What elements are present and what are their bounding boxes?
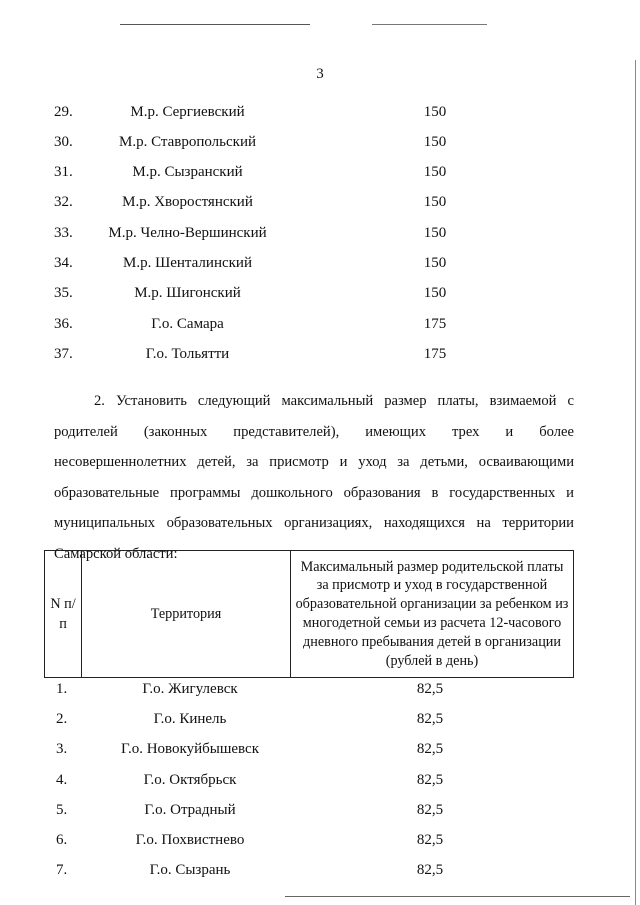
row-value: 150 [423,134,447,150]
row-territory: М.р. Сергиевский [130,104,245,120]
header-territory: Территория [82,551,291,678]
row-territory: Г.о. Отрадный [144,802,236,818]
row-value: 150 [423,194,447,210]
row-value: 82,5 [416,832,444,848]
bottom-rule [285,896,630,897]
row-value: 82,5 [416,711,444,727]
row-number: 31. [54,164,73,180]
top-rule-right [372,24,487,25]
header-number: N п/п [45,551,82,678]
table-row [0,711,640,733]
row-value: 150 [423,285,447,301]
row-number: 36. [54,316,73,332]
row-number: 2. [56,711,68,727]
list-row [0,164,640,186]
row-territory: М.р. Ставропольский [118,134,257,150]
row-territory: Г.о. Сызрань [149,862,231,878]
row-territory: Г.о. Самара [151,316,224,332]
row-territory: Г.о. Тольятти [145,346,230,362]
row-value: 82,5 [416,741,444,757]
list-row [0,255,640,277]
row-value: 150 [423,255,447,271]
row-number: 30. [54,134,73,150]
row-territory: Г.о. Октябрьск [143,772,237,788]
list-row [0,316,640,338]
row-number: 1. [56,681,68,697]
table-row [0,862,640,884]
table-row [0,802,640,824]
list-row [0,285,640,307]
table-row [0,681,640,703]
row-value: 175 [423,316,447,332]
row-number: 6. [56,832,68,848]
row-number: 37. [54,346,73,362]
row-number: 33. [54,225,73,241]
row-territory: М.р. Шигонский [134,285,241,301]
row-value: 82,5 [416,802,444,818]
row-number: 3. [56,741,68,757]
list-row [0,134,640,156]
row-number: 29. [54,104,73,120]
header-max-fee: Максимальный размер родительской платы за присмотр и уход в государственной образовательной организации за ребенком из многодетной семьи из расчета 12-часового дневного пребывания детей в организации (рублей в день) [291,551,574,678]
top-rule-left [120,24,310,25]
table-row [0,772,640,794]
row-value: 82,5 [416,681,444,697]
row-territory: Г.о. Новокуйбышевск [120,741,259,757]
row-territory: Г.о. Похвистнево [135,832,245,848]
row-value: 150 [423,225,447,241]
row-value: 150 [423,104,447,120]
fee-table-header [44,550,574,678]
list-row [0,104,640,126]
table-row [0,741,640,763]
row-number: 35. [54,285,73,301]
row-value: 175 [423,346,447,362]
row-value: 82,5 [416,772,444,788]
clause-2-paragraph: 2. Установить следующий максимальный размер платы, взимаемой с родителей (законных представителей), имеющих трех и более несовершеннолетних детей, за присмотр и уход за детьми, осваивающими образовательные программы дошкольного образования в государственных и муниципальных образовательных организациях, находящихся на территории Самарской области: [54,393,574,562]
row-territory: М.р. Хворостянский [122,194,253,210]
row-number: 5. [56,802,68,818]
row-territory: Г.о. Жигулевск [142,681,238,697]
list-row [0,225,640,247]
row-territory: М.р. Шенталинский [123,255,252,271]
row-territory: Г.о. Кинель [153,711,227,727]
row-number: 7. [56,862,68,878]
list-row [0,346,640,368]
list-row [0,194,640,216]
page-number: 3 [316,66,324,82]
table-row [0,832,640,854]
row-territory: М.р. Сызранский [132,164,243,180]
row-value: 82,5 [416,862,444,878]
row-number: 32. [54,194,73,210]
row-territory: М.р. Челно-Вершинский [108,225,267,241]
row-number: 34. [54,255,73,271]
row-value: 150 [423,164,447,180]
row-number: 4. [56,772,68,788]
